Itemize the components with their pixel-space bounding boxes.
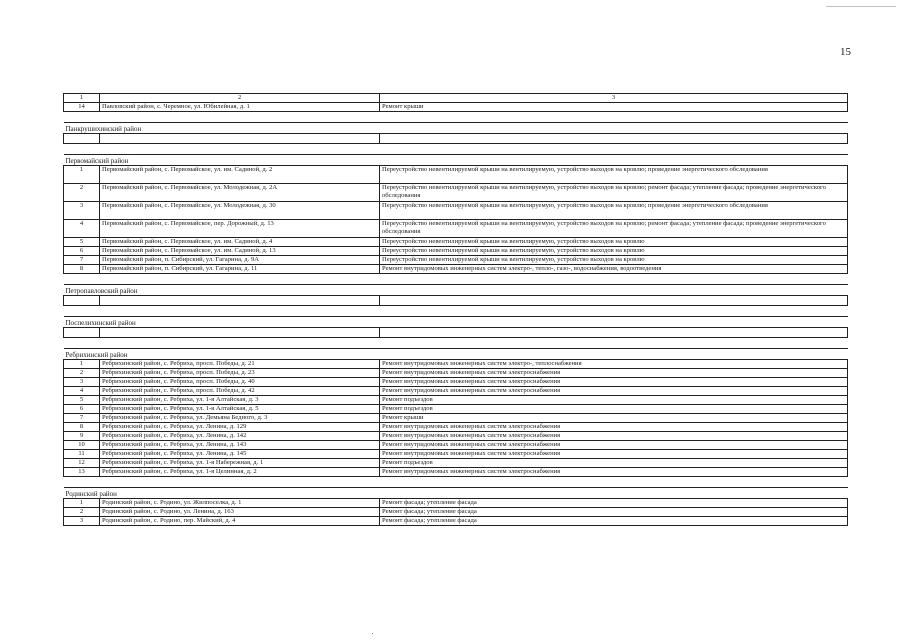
row-work-type: Ремонт крыши <box>380 414 848 423</box>
row-work-type: Ремонт внутридомовых инженерных систем электроснабжения <box>380 369 848 378</box>
row-address: Ребрихинский район, с. Ребриха, ул. 1-я Набережная, д. 1 <box>100 459 380 468</box>
empty-row <box>64 328 848 338</box>
empty-cell <box>100 328 380 338</box>
row-work-type: Ремонт крыши <box>380 103 848 112</box>
row-number: 3 <box>64 378 100 387</box>
district-heading-row <box>64 349 848 360</box>
table-row <box>64 459 848 468</box>
row-number: 10 <box>64 441 100 450</box>
section-spacer-cell <box>64 144 848 155</box>
section-spacer-cell <box>64 338 848 349</box>
table-row <box>64 238 848 247</box>
row-address: Первомайский район, с. Первомайское, пер. Дорожный, д. 13 <box>100 220 380 238</box>
empty-row <box>64 296 848 306</box>
row-work-type: Ремонт фасада; утепление фасада <box>380 499 848 508</box>
row-work-type: Ремонт внутридомовых инженерных систем электро-, теплоснабжения <box>380 360 848 369</box>
table-row <box>64 441 848 450</box>
table-row <box>64 508 848 517</box>
table-body <box>64 94 848 526</box>
empty-cell <box>380 134 848 144</box>
row-address: Ребрихинский район, с. Ребриха, ул. 1-я Алтайская, д. 5 <box>100 405 380 414</box>
district-heading: Родинский район <box>64 488 848 499</box>
section-spacer <box>64 338 848 349</box>
row-number: 8 <box>64 423 100 432</box>
row-work-type: Ремонт внутридомовых инженерных систем электроснабжения <box>380 378 848 387</box>
row-address: Родинский район, с. Родино, ул. Жилпоселка, д. 1 <box>100 499 380 508</box>
row-work-type: Ремонт подъездов <box>380 405 848 414</box>
row-work-type: Ремонт внутридомовых инженерных систем электро-, тепло-, газо-, водоснабжения, водоотведения <box>380 265 848 274</box>
table-row <box>64 396 848 405</box>
row-work-type: Ремонт внутридомовых инженерных систем электроснабжения <box>380 450 848 459</box>
row-work-type: Переустройство невентилируемой крыши на вентилируемую, устройство выходов на кровлю; проведение энергетического обследования <box>380 202 848 220</box>
row-address: Ребрихинский район, с. Ребриха, ул. Демьяна Бедного, д. 3 <box>100 414 380 423</box>
row-number: 4 <box>64 387 100 396</box>
table-row <box>64 405 848 414</box>
scan-edge-line <box>826 6 896 7</box>
row-number: 1 <box>64 360 100 369</box>
row-number: 2 <box>64 184 100 202</box>
section-spacer-cell <box>64 477 848 488</box>
table-row <box>64 414 848 423</box>
row-address: Ребрихинский район, с. Ребриха, ул. Ленина, д. 142 <box>100 432 380 441</box>
table-row <box>64 247 848 256</box>
table-header-row <box>64 94 848 103</box>
table-row <box>64 360 848 369</box>
table-row <box>64 432 848 441</box>
table-row <box>64 256 848 265</box>
table-row <box>64 103 848 112</box>
table-row <box>64 184 848 202</box>
section-spacer <box>64 477 848 488</box>
table-row <box>64 220 848 238</box>
district-heading-row <box>64 155 848 166</box>
row-number: 1 <box>64 499 100 508</box>
row-number: 14 <box>64 103 100 112</box>
row-number: 8 <box>64 265 100 274</box>
table-row <box>64 423 848 432</box>
empty-cell <box>380 296 848 306</box>
section-spacer-cell <box>64 306 848 317</box>
row-work-type: Переустройство невентилируемой крыши на вентилируемую, устройство выходов на кровлю; ремонт фасада; утепление фасада; проведение энергетического обследования <box>380 220 848 238</box>
row-address: Первомайский район, с. Первомайское, ул. Молодежная, д. 30 <box>100 202 380 220</box>
row-number: 2 <box>64 369 100 378</box>
row-number: 7 <box>64 414 100 423</box>
row-number: 12 <box>64 459 100 468</box>
row-work-type: Ремонт фасада; утепление фасада <box>380 517 848 526</box>
repair-program-table <box>63 93 848 526</box>
row-address: Первомайский район, с. Первомайское, ул. им. Садиной, д. 4 <box>100 238 380 247</box>
row-work-type: Ремонт внутридомовых инженерных систем электроснабжения <box>380 468 848 477</box>
scan-speck <box>372 633 373 634</box>
district-heading: Поспелихинский район <box>64 317 848 328</box>
section-spacer-cell <box>64 274 848 285</box>
empty-cell <box>64 328 100 338</box>
row-address: Ребрихинский район, с. Ребриха, ул. 1-я Целинная, д. 2 <box>100 468 380 477</box>
row-number: 4 <box>64 220 100 238</box>
row-number: 9 <box>64 432 100 441</box>
row-address: Ребрихинский район, с. Ребриха, ул. 1-я Алтайская, д. 3 <box>100 396 380 405</box>
header-col-3: 3 <box>380 94 848 103</box>
row-number: 6 <box>64 405 100 414</box>
row-work-type: Переустройство невентилируемой крыши на вентилируемую, устройство выходов на кровлю <box>380 238 848 247</box>
row-address: Ребрихинский район, с. Ребриха, ул. Ленина, д. 145 <box>100 450 380 459</box>
district-heading-row <box>64 317 848 328</box>
table-row <box>64 202 848 220</box>
row-address: Первомайский район, с. Первомайское, ул. им. Садиной, д. 2 <box>100 166 380 184</box>
row-work-type: Ремонт подъездов <box>380 396 848 405</box>
row-address: Первомайский район, п. Сибирский, ул. Гагарина, д. 9А <box>100 256 380 265</box>
row-number: 5 <box>64 396 100 405</box>
section-spacer-cell <box>64 112 848 123</box>
row-address: Первомайский район, п. Сибирский, ул. Гагарина, д. 11 <box>100 265 380 274</box>
header-col-2: 2 <box>100 94 380 103</box>
table-row <box>64 450 848 459</box>
empty-cell <box>100 134 380 144</box>
row-work-type: Ремонт внутридомовых инженерных систем электроснабжения <box>380 441 848 450</box>
row-address: Родинский район, с. Родино, пер. Майский, д. 4 <box>100 517 380 526</box>
row-number: 1 <box>64 166 100 184</box>
row-number: 2 <box>64 508 100 517</box>
table-row <box>64 517 848 526</box>
row-address: Ребрихинский район, с. Ребриха, просп. Победы, д. 42 <box>100 387 380 396</box>
table-row <box>64 378 848 387</box>
row-number: 6 <box>64 247 100 256</box>
district-heading: Петропавловский район <box>64 285 848 296</box>
section-spacer <box>64 144 848 155</box>
district-heading-row <box>64 123 848 134</box>
section-spacer <box>64 306 848 317</box>
row-work-type: Переустройство невентилируемой крыши на вентилируемую, устройство выходов на кровлю; проведение энергетического обследования <box>380 166 848 184</box>
empty-cell <box>100 296 380 306</box>
row-number: 13 <box>64 468 100 477</box>
empty-cell <box>64 296 100 306</box>
row-work-type: Переустройство невентилируемой крыши на вентилируемую, устройство выходов на кровлю; ремонт фасада; утепление фасада; проведение энергетического обследования <box>380 184 848 202</box>
row-address: Павловский район, с. Черемное, ул. Юбилейная, д. 1 <box>100 103 380 112</box>
row-number: 11 <box>64 450 100 459</box>
row-address: Первомайский район, с. Первомайское, ул. им. Садиной, д. 13 <box>100 247 380 256</box>
district-heading-row <box>64 285 848 296</box>
row-address: Ребрихинский район, с. Ребриха, просп. Победы, д. 23 <box>100 369 380 378</box>
table-row <box>64 265 848 274</box>
row-work-type: Переустройство невентилируемой крыши на вентилируемую, устройство выходов на кровлю <box>380 256 848 265</box>
row-work-type: Ремонт фасада; утепление фасада <box>380 508 848 517</box>
district-heading: Первомайский район <box>64 155 848 166</box>
empty-cell <box>380 328 848 338</box>
header-col-1: 1 <box>64 94 100 103</box>
row-address: Ребрихинский район, с. Ребриха, просп. Победы, д. 21 <box>100 360 380 369</box>
table-row <box>64 369 848 378</box>
district-heading: Ребрихинский район <box>64 349 848 360</box>
row-number: 3 <box>64 517 100 526</box>
row-number: 3 <box>64 202 100 220</box>
row-address: Ребрихинский район, с. Ребриха, ул. Ленина, д. 143 <box>100 441 380 450</box>
row-work-type: Переустройство невентилируемой крыши на вентилируемую, устройство выходов на кровлю <box>380 247 848 256</box>
row-address: Ребрихинский район, с. Ребриха, просп. Победы, д. 40 <box>100 378 380 387</box>
empty-row <box>64 134 848 144</box>
row-address: Родинский район, с. Родино, ул. Ленина, д. 163 <box>100 508 380 517</box>
row-work-type: Ремонт внутридомовых инженерных систем электроснабжения <box>380 432 848 441</box>
row-address: Ребрихинский район, с. Ребриха, ул. Ленина, д. 129 <box>100 423 380 432</box>
row-number: 7 <box>64 256 100 265</box>
table-row <box>64 387 848 396</box>
row-work-type: Ремонт внутридомовых инженерных систем электроснабжения <box>380 387 848 396</box>
section-spacer <box>64 112 848 123</box>
district-heading-row <box>64 488 848 499</box>
table-row <box>64 166 848 184</box>
row-number: 5 <box>64 238 100 247</box>
district-heading: Панкрушихинский район <box>64 123 848 134</box>
row-address: Первомайский район, с. Первомайское, ул. Молодежная, д. 2А <box>100 184 380 202</box>
table-row <box>64 468 848 477</box>
page-number: 15 <box>840 46 851 58</box>
table-row <box>64 499 848 508</box>
empty-cell <box>64 134 100 144</box>
row-work-type: Ремонт внутридомовых инженерных систем электроснабжения <box>380 423 848 432</box>
section-spacer <box>64 274 848 285</box>
row-work-type: Ремонт подъездов <box>380 459 848 468</box>
